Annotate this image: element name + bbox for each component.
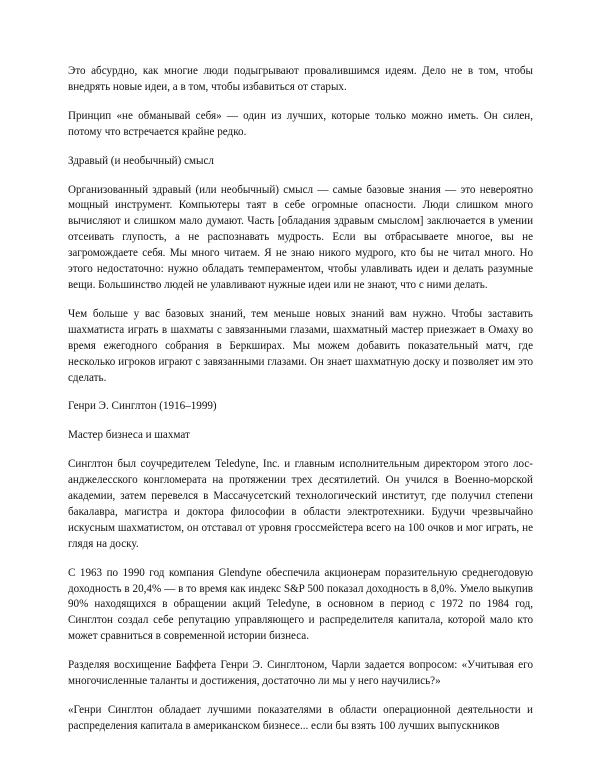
body-paragraph: Организованный здравый (или необычный) смысл — самые базовые знания — это невероятно мощный инструмент. Компьютеры таят в себе огромные опасности. Люди слишком много вычисляют и слишком мало думают. Часть [обладания здравым смыслом] заключается в умении отсеивать глупость, а не распознавать мудрость. Если вы отбрасываете многое, вы не загромождаете себя. Мы много читаем. Я не знаю никого мудрого, кто бы не читал много. Но этого недостаточно: нужно обладать темпераментом, чтобы улавливать идеи и делать разумные вещи. Большинство людей не улавливают нужные идеи или не знают, что с ними делать. (68, 183, 533, 291)
body-paragraph: Разделяя восхищение Баффета Генри Э. Синглтоном, Чарли задается вопросом: «Учитывая его многочисленные таланты и достижения, достаточно ли мы у него научились?» (68, 659, 533, 688)
section-subheading: Мастер бизнеса и шахмат (68, 429, 190, 442)
section-heading: Генри Э. Синглтон (1916–1999) (68, 400, 217, 413)
text-column (68, 64, 533, 735)
body-paragraph: «Генри Синглтон обладает лучшими показателями в области операционной деятельности и распределения капитала в американском бизнесе... если бы взять 100 лучших выпускников (68, 704, 533, 732)
body-paragraph: Чем больше у вас базовых знаний, тем меньше новых знаний вам нужно. Чтобы заставить шахматиста играть в шахматы с завязанными глазами, шахматный мастер приезжает в Омаху во время ежегодного собрания в Беркширах. Мы можем добавить показательный матч, где несколько игроков играют с завязанными глазами. Он знает шахматную доску и позволяет им это сделать. (68, 307, 533, 384)
body-paragraph: Синглтон был соучредителем Teledyne, Inc. и главным исполнительным директором этого лос-анджелесского конгломерата на протяжении трех десятилетий. Он учился в Военно-морской академии, затем перевелся в Массачусетский технологический институт, где получил степени бакалавра, магистра и доктора философии в области электротехники. Будучи чрезвычайно искусным шахматистом, он отставал от уровня гроссмейстера всего на 100 очков и мог играть, не глядя на доску. (68, 458, 533, 550)
section-heading: Здравый (и необычный) смысл (68, 154, 214, 167)
body-paragraph: Принцип «не обманывай себя» — один из лучших, которые только можно иметь. Он силен, потому что встречается крайне редко. (68, 109, 533, 138)
body-paragraph: С 1963 по 1990 год компания Glendyne обеспечила акционерам поразительную среднегодовую доходность в 20,4% — в то время как индекс S&P 500 показал доходность в 8,0%. Умело выкупив 90% находящихся в обращении акций Teledyne, в основном в период с 1972 по 1984 год, Синглтон создал себе репутацию управляющего и распределителя капитала, которой мало кто может сравниться в современной истории бизнеса. (68, 566, 533, 643)
body-paragraph: Это абсурдно, как многие люди подыгрывают провалившимся идеям. Дело не в том, чтобы внедрять новые идеи, а в том, чтобы избавиться от старых. (68, 65, 533, 93)
